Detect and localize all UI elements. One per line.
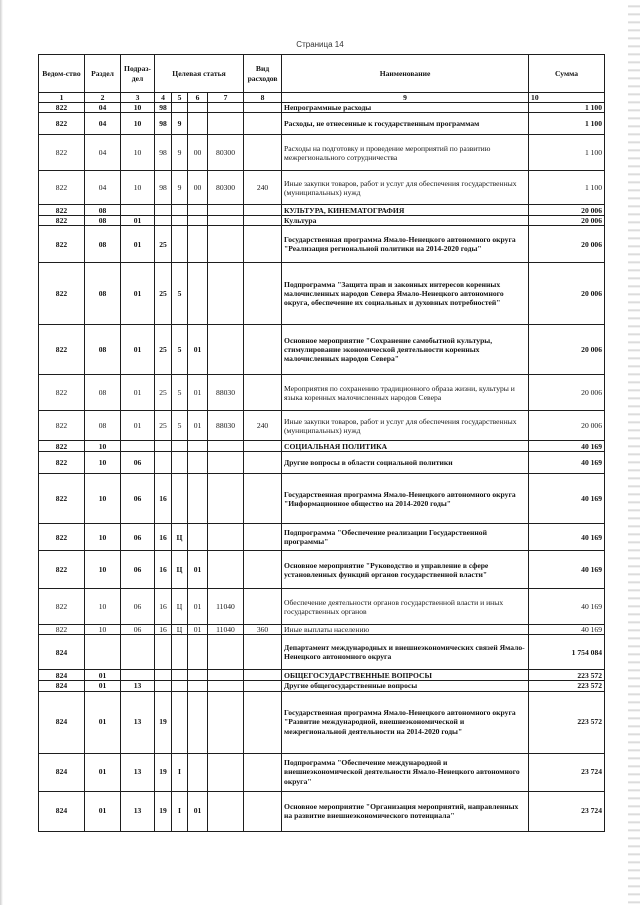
cell-target-3: [188, 524, 208, 551]
table-row: [39, 753, 605, 791]
cell-naimenovanie: Основное мероприятие "Руководство и управление в сфере установленных функций органов государственной власти": [282, 551, 529, 589]
cell-naimenovanie: Культура: [282, 216, 529, 226]
cell-target-1: 19: [155, 753, 172, 791]
cell-target-2: 5: [172, 375, 188, 411]
cell-summa: 20 006: [529, 411, 605, 441]
budget-table: [38, 54, 605, 832]
cell-target-4: [208, 113, 244, 135]
cell-target-1: 25: [155, 226, 172, 263]
cell-target-3: 01: [188, 325, 208, 375]
cell-naimenovanie: Другие вопросы в области социальной политики: [282, 452, 529, 474]
cell-razdel: [85, 635, 121, 670]
column-index-cell: 4: [155, 93, 172, 103]
cell-vedomstvo: 822: [39, 205, 85, 216]
cell-target-2: I: [172, 753, 188, 791]
cell-summa: 40 169: [529, 524, 605, 551]
cell-naimenovanie: Иные закупки товаров, работ и услуг для обеспечения государственных (муниципальных) нужд: [282, 411, 529, 441]
cell-target-1: 16: [155, 589, 172, 625]
table-row: [39, 691, 605, 753]
cell-vedomstvo: 822: [39, 263, 85, 325]
cell-podrazdel: 06: [121, 589, 155, 625]
scan-edge-left: [0, 0, 3, 905]
table-row: [39, 263, 605, 325]
cell-naimenovanie: Государственная программа Ямало-Ненецкого автономного округа "Информационное общество на 2014-2020 годы": [282, 474, 529, 524]
cell-podrazdel: 06: [121, 551, 155, 589]
column-index-cell: 2: [85, 93, 121, 103]
cell-target-3: [188, 670, 208, 681]
cell-summa: 20 006: [529, 375, 605, 411]
cell-summa: 40 169: [529, 474, 605, 524]
cell-target-2: Ц: [172, 551, 188, 589]
cell-summa: 20 006: [529, 325, 605, 375]
cell-target-2: Ц: [172, 524, 188, 551]
table-row: [39, 551, 605, 589]
cell-podrazdel: 13: [121, 691, 155, 753]
cell-vedomstvo: 824: [39, 753, 85, 791]
cell-target-1: 98: [155, 103, 172, 113]
cell-podrazdel: 06: [121, 524, 155, 551]
cell-vedomstvo: 822: [39, 524, 85, 551]
cell-razdel: 10: [85, 524, 121, 551]
cell-target-2: [172, 670, 188, 681]
cell-vid: [244, 375, 282, 411]
cell-target-1: 16: [155, 474, 172, 524]
cell-target-3: [188, 681, 208, 691]
cell-naimenovanie: Подпрограмма "Обеспечение реализации Государственной программы": [282, 524, 529, 551]
cell-target-2: 5: [172, 411, 188, 441]
cell-podrazdel: 01: [121, 216, 155, 226]
cell-razdel: 04: [85, 171, 121, 205]
cell-razdel: 10: [85, 441, 121, 452]
cell-target-3: [188, 113, 208, 135]
table-row: [39, 226, 605, 263]
cell-summa: 1 100: [529, 113, 605, 135]
cell-podrazdel: 01: [121, 375, 155, 411]
cell-razdel: 08: [85, 205, 121, 216]
cell-podrazdel: 01: [121, 325, 155, 375]
cell-naimenovanie: КУЛЬТУРА, КИНЕМАТОГРАФИЯ: [282, 205, 529, 216]
cell-target-3: [188, 205, 208, 216]
cell-vid: [244, 325, 282, 375]
cell-vid: [244, 635, 282, 670]
cell-summa: 20 006: [529, 216, 605, 226]
cell-target-4: [208, 670, 244, 681]
cell-podrazdel: 13: [121, 791, 155, 831]
cell-target-2: I: [172, 791, 188, 831]
cell-podrazdel: 06: [121, 625, 155, 635]
cell-vid: [244, 691, 282, 753]
cell-target-3: 01: [188, 589, 208, 625]
cell-vid: [244, 589, 282, 625]
cell-summa: 23 724: [529, 753, 605, 791]
column-index-cell: 5: [172, 93, 188, 103]
cell-summa: 1 100: [529, 135, 605, 171]
cell-vedomstvo: 822: [39, 441, 85, 452]
cell-target-1: [155, 441, 172, 452]
cell-vid: [244, 452, 282, 474]
cell-naimenovanie: Основное мероприятие "Сохранение самобытной культуры, стимулирование экономической деятельности коренных малочисленных народов Севера": [282, 325, 529, 375]
cell-razdel: 01: [85, 753, 121, 791]
cell-target-1: 25: [155, 325, 172, 375]
cell-target-4: [208, 452, 244, 474]
cell-target-4: [208, 441, 244, 452]
cell-naimenovanie: Государственная программа Ямало-Ненецкого автономного округа "Реализация региональной политики на 2014-2020 годы": [282, 226, 529, 263]
cell-target-3: [188, 691, 208, 753]
cell-razdel: 08: [85, 375, 121, 411]
cell-target-3: 01: [188, 411, 208, 441]
cell-target-4: [208, 681, 244, 691]
cell-naimenovanie: Основное мероприятие "Организация мероприятий, направленных на развитие внешнеэкономического потенциала": [282, 791, 529, 831]
header-vid: Вид расходов: [244, 55, 282, 93]
cell-target-3: 01: [188, 551, 208, 589]
cell-target-3: [188, 635, 208, 670]
cell-vedomstvo: 822: [39, 375, 85, 411]
cell-target-2: [172, 452, 188, 474]
cell-vedomstvo: 822: [39, 226, 85, 263]
cell-target-1: 16: [155, 524, 172, 551]
cell-vedomstvo: 822: [39, 625, 85, 635]
cell-naimenovanie: Иные закупки товаров, работ и услуг для обеспечения государственных (муниципальных) нужд: [282, 171, 529, 205]
cell-vid: [244, 113, 282, 135]
column-index-cell: 8: [244, 93, 282, 103]
cell-naimenovanie: Подпрограмма "Обеспечение международной и внешнеэкономической деятельности Ямало-Ненецкого автономного округа": [282, 753, 529, 791]
header-naimenovanie: Наименование: [282, 55, 529, 93]
header-razdel: Раздел: [85, 55, 121, 93]
cell-target-1: [155, 670, 172, 681]
table-row: [39, 103, 605, 113]
cell-target-2: 5: [172, 325, 188, 375]
column-index-cell: 1: [39, 93, 85, 103]
cell-target-2: [172, 216, 188, 226]
header-podrazdel: Подраз-дел: [121, 55, 155, 93]
cell-target-4: [208, 103, 244, 113]
cell-target-1: [155, 452, 172, 474]
cell-summa: 20 006: [529, 226, 605, 263]
cell-podrazdel: [121, 205, 155, 216]
cell-target-2: [172, 681, 188, 691]
cell-summa: 20 006: [529, 263, 605, 325]
cell-vid: [244, 135, 282, 171]
cell-target-1: [155, 635, 172, 670]
cell-podrazdel: 01: [121, 411, 155, 441]
cell-target-1: 98: [155, 171, 172, 205]
cell-target-1: 25: [155, 375, 172, 411]
cell-razdel: 10: [85, 551, 121, 589]
cell-vedomstvo: 822: [39, 474, 85, 524]
column-index-cell: 9: [282, 93, 529, 103]
table-row: [39, 325, 605, 375]
cell-target-1: 16: [155, 625, 172, 635]
table-row: [39, 524, 605, 551]
cell-target-1: 25: [155, 263, 172, 325]
cell-vid: 240: [244, 171, 282, 205]
cell-naimenovanie: Непрограммные расходы: [282, 103, 529, 113]
cell-target-4: [208, 205, 244, 216]
header-vedomstvo: Ведом-ство: [39, 55, 85, 93]
cell-vedomstvo: 822: [39, 589, 85, 625]
cell-target-4: 88030: [208, 411, 244, 441]
column-index-cell: 10: [529, 93, 605, 103]
cell-naimenovanie: Государственная программа Ямало-Ненецкого автономного округа "Развитие международной, внешнеэкономической и межрегиональной деятельности на 2014-2020 годы": [282, 691, 529, 753]
cell-naimenovanie: Мероприятия по сохранению традиционного образа жизни, культуры и языка коренных малочисленных народов Севера: [282, 375, 529, 411]
cell-podrazdel: 13: [121, 681, 155, 691]
cell-target-2: [172, 226, 188, 263]
cell-vid: 240: [244, 411, 282, 441]
cell-podrazdel: 01: [121, 263, 155, 325]
cell-vedomstvo: 822: [39, 325, 85, 375]
cell-podrazdel: 13: [121, 753, 155, 791]
cell-target-1: [155, 205, 172, 216]
cell-target-4: 80300: [208, 135, 244, 171]
cell-razdel: 10: [85, 474, 121, 524]
cell-razdel: 08: [85, 226, 121, 263]
cell-vedomstvo: 822: [39, 113, 85, 135]
cell-target-2: 9: [172, 171, 188, 205]
cell-target-3: 00: [188, 171, 208, 205]
cell-podrazdel: 01: [121, 226, 155, 263]
cell-podrazdel: [121, 670, 155, 681]
cell-razdel: 01: [85, 670, 121, 681]
cell-target-3: 01: [188, 625, 208, 635]
cell-target-1: 16: [155, 551, 172, 589]
cell-vid: [244, 205, 282, 216]
cell-summa: 40 169: [529, 551, 605, 589]
column-index-cell: 7: [208, 93, 244, 103]
cell-vid: [244, 441, 282, 452]
cell-podrazdel: 06: [121, 452, 155, 474]
cell-target-3: 01: [188, 791, 208, 831]
cell-podrazdel: 10: [121, 113, 155, 135]
cell-naimenovanie: СОЦИАЛЬНАЯ ПОЛИТИКА: [282, 441, 529, 452]
header-tselevaya: Целевая статья: [155, 55, 244, 93]
cell-vid: [244, 670, 282, 681]
cell-target-2: 5: [172, 263, 188, 325]
table-row: [39, 670, 605, 681]
cell-razdel: 01: [85, 691, 121, 753]
cell-vid: [244, 791, 282, 831]
cell-summa: 1 100: [529, 171, 605, 205]
cell-podrazdel: [121, 441, 155, 452]
cell-target-2: Ц: [172, 589, 188, 625]
cell-naimenovanie: ОБЩЕГОСУДАРСТВЕННЫЕ ВОПРОСЫ: [282, 670, 529, 681]
cell-razdel: 08: [85, 411, 121, 441]
cell-vid: [244, 103, 282, 113]
cell-target-2: [172, 474, 188, 524]
cell-razdel: 08: [85, 263, 121, 325]
header-summa: Сумма: [529, 55, 605, 93]
cell-vedomstvo: 822: [39, 216, 85, 226]
cell-target-4: [208, 216, 244, 226]
cell-target-2: [172, 691, 188, 753]
cell-vid: [244, 216, 282, 226]
cell-podrazdel: 10: [121, 135, 155, 171]
cell-summa: 40 169: [529, 625, 605, 635]
cell-target-1: 25: [155, 411, 172, 441]
cell-target-3: [188, 452, 208, 474]
cell-target-4: [208, 551, 244, 589]
cell-summa: 20 006: [529, 205, 605, 216]
cell-podrazdel: 10: [121, 171, 155, 205]
cell-vid: [244, 551, 282, 589]
cell-naimenovanie: Подпрограмма "Защита прав и законных интересов коренных малочисленных народов Севера Ямало-Ненецкого автономного округа, обеспечение их социальных и духовных потребностей": [282, 263, 529, 325]
cell-target-3: [188, 216, 208, 226]
cell-podrazdel: 10: [121, 103, 155, 113]
cell-naimenovanie: Расходы, не отнесенные к государственным программам: [282, 113, 529, 135]
cell-vid: [244, 474, 282, 524]
column-index-cell: 6: [188, 93, 208, 103]
cell-target-4: [208, 524, 244, 551]
cell-target-4: [208, 691, 244, 753]
cell-razdel: 01: [85, 791, 121, 831]
cell-razdel: 08: [85, 216, 121, 226]
table-row: [39, 791, 605, 831]
cell-target-3: [188, 103, 208, 113]
cell-vedomstvo: 824: [39, 670, 85, 681]
cell-vedomstvo: 822: [39, 551, 85, 589]
cell-target-4: 80300: [208, 171, 244, 205]
cell-razdel: 10: [85, 589, 121, 625]
cell-target-4: [208, 325, 244, 375]
cell-vedomstvo: 824: [39, 635, 85, 670]
cell-razdel: 04: [85, 103, 121, 113]
cell-target-2: Ц: [172, 625, 188, 635]
cell-naimenovanie: Обеспечение деятельности органов государственной власти и иных государственных органов: [282, 589, 529, 625]
cell-target-2: 9: [172, 113, 188, 135]
cell-vid: [244, 681, 282, 691]
column-index-cell: 3: [121, 93, 155, 103]
cell-vedomstvo: 824: [39, 691, 85, 753]
cell-vid: [244, 753, 282, 791]
cell-vid: [244, 524, 282, 551]
cell-target-2: [172, 205, 188, 216]
cell-naimenovanie: Другие общегосударственные вопросы: [282, 681, 529, 691]
table-row: [39, 635, 605, 670]
page-number: Страница 14: [296, 40, 344, 49]
cell-naimenovanie: Расходы на подготовку и проведение мероприятий по развитию межрегионального сотрудничества: [282, 135, 529, 171]
cell-vedomstvo: 822: [39, 411, 85, 441]
cell-vedomstvo: 822: [39, 452, 85, 474]
cell-target-4: [208, 753, 244, 791]
cell-target-1: 19: [155, 691, 172, 753]
cell-target-1: 19: [155, 791, 172, 831]
cell-summa: 40 169: [529, 452, 605, 474]
cell-target-2: [172, 635, 188, 670]
cell-target-3: [188, 226, 208, 263]
table-row: [39, 135, 605, 171]
cell-target-4: 88030: [208, 375, 244, 411]
cell-vedomstvo: 824: [39, 681, 85, 691]
cell-summa: 1 754 084: [529, 635, 605, 670]
cell-target-3: [188, 753, 208, 791]
cell-razdel: 01: [85, 681, 121, 691]
cell-target-2: [172, 441, 188, 452]
cell-target-3: [188, 441, 208, 452]
column-index-row: [39, 93, 605, 103]
cell-target-4: 11040: [208, 625, 244, 635]
cell-summa: 223 572: [529, 691, 605, 753]
table-row: [39, 452, 605, 474]
cell-target-1: 98: [155, 135, 172, 171]
cell-razdel: 04: [85, 113, 121, 135]
table-row: [39, 113, 605, 135]
table-row: [39, 589, 605, 625]
cell-vedomstvo: 824: [39, 791, 85, 831]
cell-vedomstvo: 822: [39, 135, 85, 171]
cell-target-3: 01: [188, 375, 208, 411]
cell-summa: 1 100: [529, 103, 605, 113]
table-row: [39, 171, 605, 205]
cell-target-2: [172, 103, 188, 113]
table-row: [39, 474, 605, 524]
cell-vid: [244, 263, 282, 325]
cell-vedomstvo: 822: [39, 171, 85, 205]
cell-target-4: 11040: [208, 589, 244, 625]
cell-target-4: [208, 263, 244, 325]
cell-summa: 40 169: [529, 589, 605, 625]
cell-summa: 40 169: [529, 441, 605, 452]
cell-target-1: 98: [155, 113, 172, 135]
table-row: [39, 625, 605, 635]
cell-target-3: [188, 263, 208, 325]
cell-target-1: [155, 216, 172, 226]
cell-target-2: 9: [172, 135, 188, 171]
cell-summa: 223 572: [529, 670, 605, 681]
table-row: [39, 681, 605, 691]
table-row: [39, 205, 605, 216]
cell-razdel: 10: [85, 625, 121, 635]
cell-podrazdel: 06: [121, 474, 155, 524]
cell-target-4: [208, 226, 244, 263]
cell-target-4: [208, 474, 244, 524]
cell-razdel: 04: [85, 135, 121, 171]
cell-vid: 360: [244, 625, 282, 635]
table-row: [39, 441, 605, 452]
cell-podrazdel: [121, 635, 155, 670]
cell-summa: 23 724: [529, 791, 605, 831]
cell-naimenovanie: Департамент международных и внешнеэкономических связей Ямало-Ненецкого автономного округа: [282, 635, 529, 670]
cell-target-3: [188, 474, 208, 524]
scan-edge-right: [628, 0, 640, 905]
cell-razdel: 10: [85, 452, 121, 474]
cell-vedomstvo: 822: [39, 103, 85, 113]
table-row: [39, 216, 605, 226]
table-row: [39, 375, 605, 411]
table-row: [39, 411, 605, 441]
cell-target-4: [208, 635, 244, 670]
cell-target-1: [155, 681, 172, 691]
cell-target-3: 00: [188, 135, 208, 171]
cell-target-4: [208, 791, 244, 831]
cell-naimenovanie: Иные выплаты населению: [282, 625, 529, 635]
cell-razdel: 08: [85, 325, 121, 375]
cell-vid: [244, 226, 282, 263]
cell-summa: 223 572: [529, 681, 605, 691]
